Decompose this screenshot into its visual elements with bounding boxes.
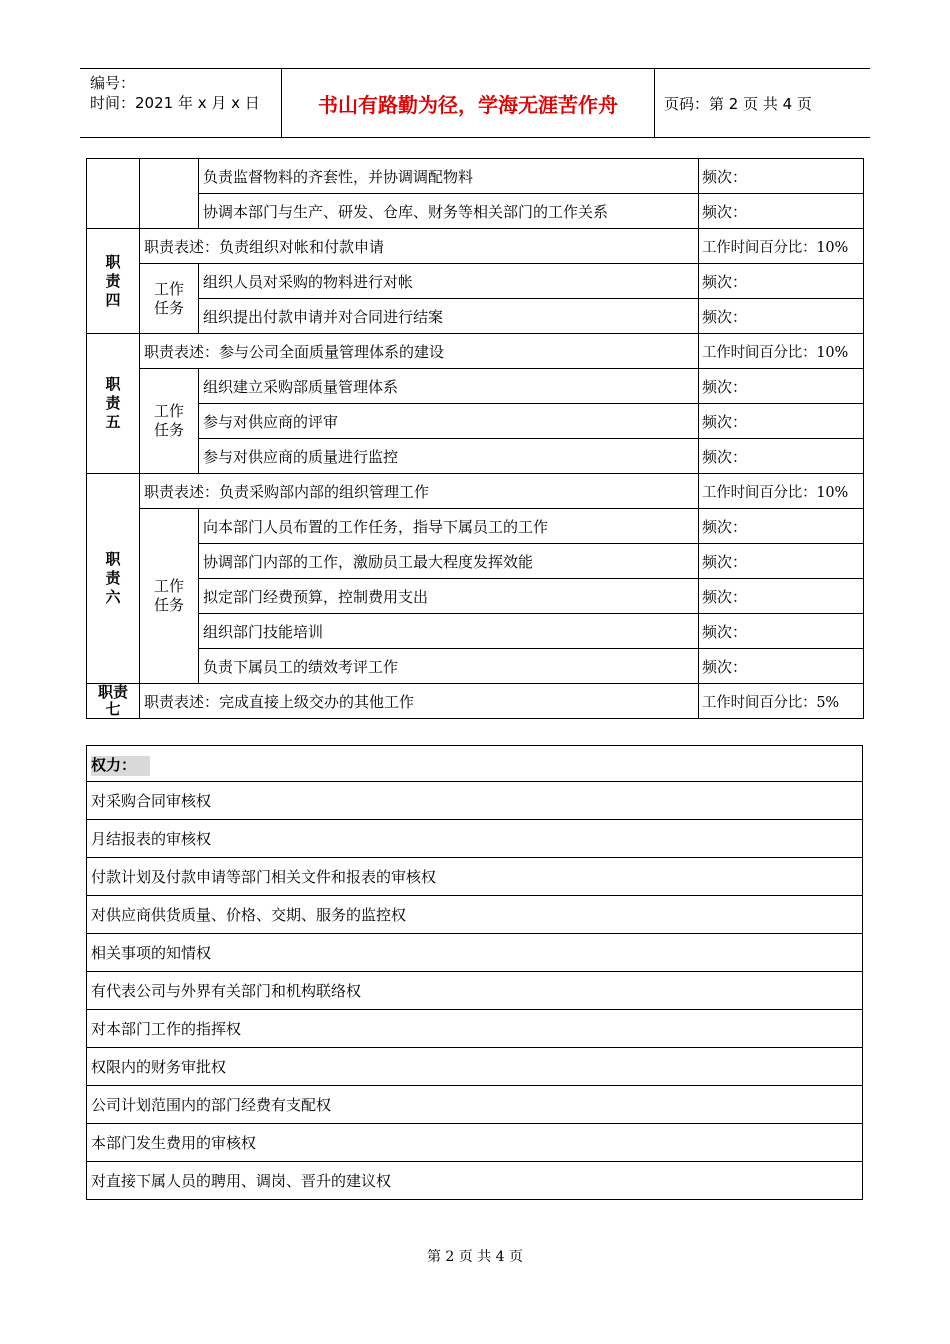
frequency-field: 频次： [699,404,864,439]
table-row [87,782,863,820]
table-row [87,820,863,858]
table-row [87,1010,863,1048]
table-row [87,509,864,544]
powers-header [87,746,863,782]
table-row [87,439,864,474]
frequency-field: 频次： [699,614,864,649]
frequency-field: 频次： [699,649,864,684]
header-page-info: 页码：第 2 页 共 4 页 [664,94,812,113]
power-item: 月结报表的审核权 [87,820,863,858]
table-row [87,579,864,614]
task-text: 组织部门技能培训 [199,614,699,649]
table-row [87,614,864,649]
power-item: 对直接下属人员的聘用、调岗、晋升的建议权 [87,1162,863,1200]
duty-name-7: 职责 七 [87,684,140,719]
time-percentage: 工作时间百分比：5% [699,684,864,719]
duty-description: 职责表述：负责组织对帐和付款申请 [140,229,699,264]
task-text: 组织建立采购部质量管理体系 [199,369,699,404]
duty-name-6: 职 责 六 [87,474,140,684]
header-motto: 书山有路勤为径，学海无涯苦作舟 [282,69,655,137]
task-text: 协调本部门与生产、研发、仓库、财务等相关部门的工作关系 [199,194,699,229]
frequency-field: 频次： [699,439,864,474]
table-row [87,334,864,369]
table-row [87,544,864,579]
table-row [87,972,863,1010]
table-row [87,684,864,719]
power-item: 对本部门工作的指挥权 [87,1010,863,1048]
task-text: 协调部门内部的工作，激励员工最大程度发挥效能 [199,544,699,579]
task-text: 向本部门人员布置的工作任务，指导下属员工的工作 [199,509,699,544]
task-text: 组织提出付款申请并对合同进行结案 [199,299,699,334]
power-item: 对采购合同审核权 [87,782,863,820]
table-row [87,369,864,404]
table-row [87,229,864,264]
time-percentage: 工作时间百分比：10% [699,474,864,509]
table-row [87,1124,863,1162]
frequency-field: 频次： [699,299,864,334]
power-item: 付款计划及付款申请等部门相关文件和报表的审核权 [87,858,863,896]
task-label-cell-continued [140,159,199,229]
time-label: 时间：2021 年 x 月 x 日 [90,94,260,112]
task-label: 工作 任务 [140,264,199,334]
table-row [87,194,864,229]
table-row [87,404,864,439]
table-row [87,649,864,684]
task-text: 负责监督物料的齐套性，并协调调配物料 [199,159,699,194]
duty-cell-continued [87,159,140,229]
frequency-field: 频次： [699,159,864,194]
table-row [87,159,864,194]
powers-label: 权力： [91,756,150,776]
page-header [80,68,870,138]
frequency-field: 频次： [699,579,864,614]
frequency-field: 频次： [699,509,864,544]
table-row [87,746,863,782]
table-row [87,896,863,934]
task-text: 组织人员对采购的物料进行对帐 [199,264,699,299]
power-item: 本部门发生费用的审核权 [87,1124,863,1162]
duty-description: 职责表述：完成直接上级交办的其他工作 [140,684,699,719]
power-item: 有代表公司与外界有关部门和机构联络权 [87,972,863,1010]
table-row [87,858,863,896]
table-row [87,1162,863,1200]
table-row [87,1086,863,1124]
time-percentage: 工作时间百分比：10% [699,334,864,369]
table-row [87,1048,863,1086]
duty-name-4: 职 责 四 [87,229,140,334]
power-item: 公司计划范围内的部门经费有支配权 [87,1086,863,1124]
table-row [87,934,863,972]
powers-table [86,745,863,1200]
table-row [87,299,864,334]
power-item: 权限内的财务审批权 [87,1048,863,1086]
power-item: 对供应商供货质量、价格、交期、服务的监控权 [87,896,863,934]
task-label: 工作 任务 [140,509,199,684]
header-meta [80,69,282,137]
table-row [87,474,864,509]
duty-description: 职责表述：参与公司全面质量管理体系的建设 [140,334,699,369]
power-item: 相关事项的知情权 [87,934,863,972]
page-footer: 第 2 页 共 4 页 [426,1249,524,1265]
time-percentage: 工作时间百分比：10% [699,229,864,264]
frequency-field: 频次： [699,194,864,229]
duty-description: 职责表述：负责采购部内部的组织管理工作 [140,474,699,509]
duty-name-5: 职 责 五 [87,334,140,474]
task-label: 工作 任务 [140,369,199,474]
task-text: 参与对供应商的质量进行监控 [199,439,699,474]
table-row [87,264,864,299]
code-label: 编号： [90,74,136,92]
frequency-field: 频次： [699,544,864,579]
frequency-field: 频次： [699,369,864,404]
duties-table [86,158,864,719]
task-text: 参与对供应商的评审 [199,404,699,439]
frequency-field: 频次： [699,264,864,299]
task-text: 拟定部门经费预算，控制费用支出 [199,579,699,614]
task-text: 负责下属员工的绩效考评工作 [199,649,699,684]
